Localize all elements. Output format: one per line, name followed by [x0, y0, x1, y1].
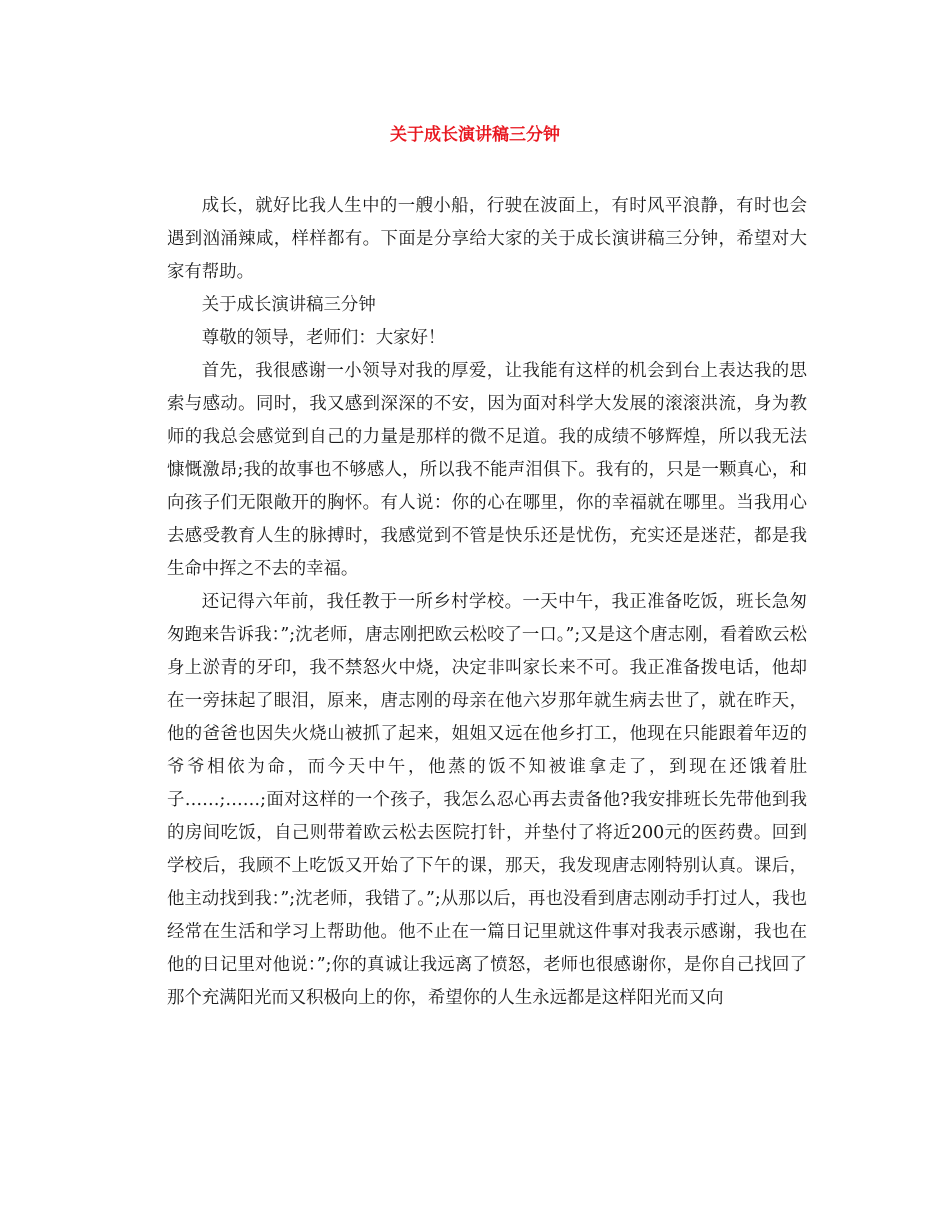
body-paragraph: 首先，我很感谢一小领导对我的厚爱，让我能有这样的机会到台上表达我的思索与感动。同时，我又感到深深的不安，因为面对科学大发展的滚滚洪流，身为教师的我总会感觉到自己的力量是那样的微不足道。我的成绩不够辉煌，所以我无法慷慨激昂;我的故事也不够感人，所以我不能声泪俱下。我有的，只是一颗真心，和向孩子们无限敞开的胸怀。有人说：你的心在哪里，你的幸福就在哪里。当我用心去感受教育人生的脉搏时，我感觉到不管是快乐还是忧伤，充实还是迷茫，都是我生命中挥之不去的幸福。: [167, 361, 807, 579]
speech-heading: 关于成长演讲稿三分钟: [201, 295, 376, 315]
document-title: 关于成长演讲稿三分钟: [390, 125, 560, 145]
intro-paragraph: 成长，就好比我人生中的一艘小船，行驶在波面上，有时风平浪静，有时也会遇到汹涌辣咸，样样都有。下面是分享给大家的关于成长演讲稿三分钟，希望对大家有帮助。: [167, 196, 807, 282]
greeting-paragraph: 尊敬的领导，老师们：大家好！: [201, 328, 446, 348]
story-paragraph: 还记得六年前，我任教于一所乡村学校。一天中午，我正准备吃饭，班长急匆匆跑来告诉我：”;沈老师，唐志刚把欧云松咬了一口。”;又是这个唐志刚，看着欧云松身上淤青的牙印，我不禁怒火中烧，决定非叫家长来不可。我正准备拨电话，他却在一旁抹起了眼泪，原来，唐志刚的母亲在他六岁那年就生病去世了，就在昨天，他的爸爸也因失火烧山被抓了起来，姐姐又远在他乡打工，他现在只能跟着年迈的爷爷相依为命，而今天中午，他蒸的饭不知被谁拿走了，到现在还饿着肚子……;……;面对这样的一个孩子，我怎么忍心再去责备他?我安排班长先带他到我的房间吃饭，自己则带着欧云松去医院打针，并垫付了将近200元的医药费。回到学校后，我顾不上吃饭又开始了下午的课，那天，我发现唐志刚特别认真。课后，他主动找到我：”;沈老师，我错了。”;从那以后，再也没看到唐志刚动手打过人，我也经常在生活和学习上帮助他。他不止在一篇日记里就这件事对我表示感谢，我也在他的日记里对他说：”;你的真诚让我远离了愤怒，老师也很感谢你，是你自己找回了那个充满阳光而又积极向上的你，希望你的人生永远都是这样阳光而又向: [167, 592, 807, 1008]
document-body: [167, 190, 807, 1015]
